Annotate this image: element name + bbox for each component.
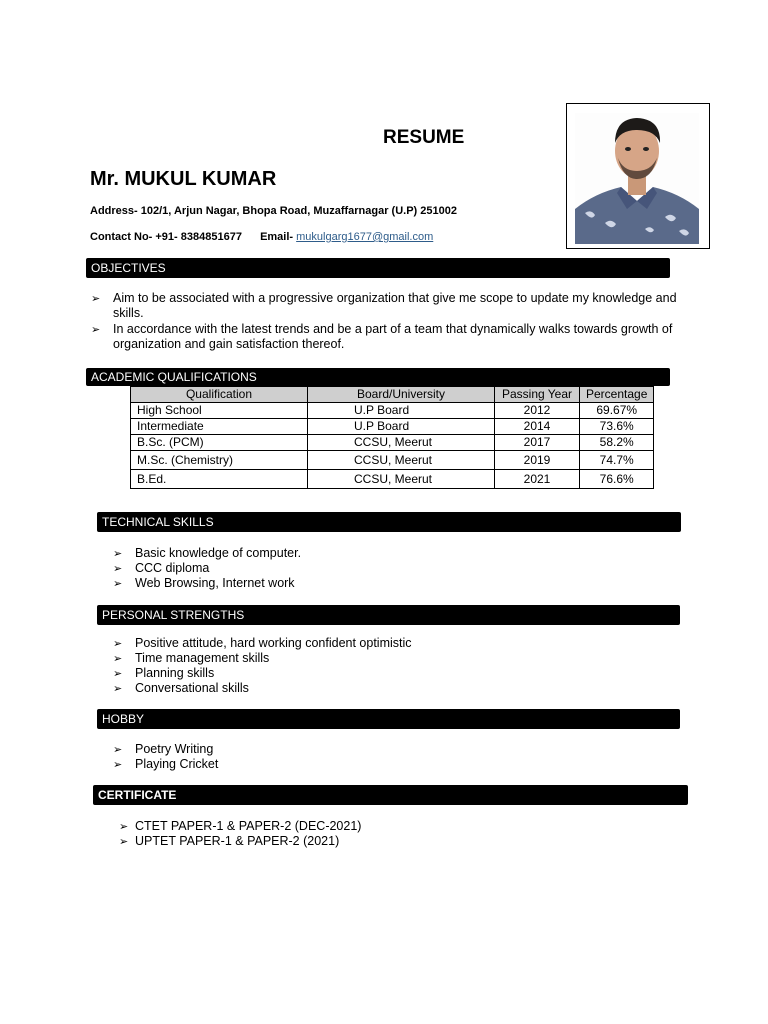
hobby-list [113,742,673,772]
qualifications-table [130,386,654,489]
table-cell: 2021 [495,470,580,489]
column-header: Percentage [580,387,654,403]
table-cell: CCSU, Meerut [308,451,495,470]
table-cell: B.Sc. (PCM) [131,435,308,451]
list-item: ➢ CTET PAPER-1 & PAPER-2 (DEC-2021) [119,819,679,834]
table-row [131,435,654,451]
table-cell: Intermediate [131,419,308,435]
list-item: ➢ Web Browsing, Internet work [113,576,673,591]
profile-photo [575,113,699,244]
technical-skills-list [113,546,673,591]
list-item: ➢ Poetry Writing [113,742,673,757]
objectives-heading: OBJECTIVES [86,258,670,278]
column-header: Board/University [308,387,495,403]
address-line: Address- 102/1, Arjun Nagar, Bhopa Road, Muzaffarnagar (U.P) 251002 [90,205,457,217]
table-header-row [131,387,654,403]
list-item: ➢ Positive attitude, hard working confident optimistic [113,636,673,651]
list-item: ➢ Aim to be associated with a progressive organization that give me scope to update my knowledge and skills. [91,291,681,321]
table-cell: CCSU, Meerut [308,470,495,489]
table-cell: 2017 [495,435,580,451]
certificate-heading: CERTIFICATE [93,785,688,805]
table-cell: 2019 [495,451,580,470]
table-cell: CCSU, Meerut [308,435,495,451]
table-cell: M.Sc. (Chemistry) [131,451,308,470]
email-link[interactable]: mukulgarg1677@gmail.com [296,231,434,243]
table-row [131,419,654,435]
table-cell: 74.7% [580,451,654,470]
list-item: ➢ CCC diploma [113,561,673,576]
column-header: Qualification [131,387,308,403]
personal-strengths-list [113,636,673,696]
list-item: ➢ Playing Cricket [113,757,673,772]
list-item: ➢ Conversational skills [113,681,673,696]
list-item: ➢ In accordance with the latest trends and be a part of a team that dynamically walks towards growth of organization and gain satisfaction thereof. [91,322,681,352]
table-cell: 69.67% [580,403,654,419]
certificate-list [119,819,679,849]
table-cell: U.P Board [308,419,495,435]
table-cell: U.P Board [308,403,495,419]
phone-label: Contact No- +91- 8384851677 [90,231,242,243]
academic-heading: ACADEMIC QUALIFICATIONS [86,368,670,386]
profile-photo-frame [566,103,710,249]
table-cell: B.Ed. [131,470,308,489]
table-cell: 2014 [495,419,580,435]
table-cell: 2012 [495,403,580,419]
resume-title: RESUME [383,127,465,148]
list-item: ➢ Time management skills [113,651,673,666]
table-cell: 58.2% [580,435,654,451]
table-cell: High School [131,403,308,419]
email-label: Email- [260,231,294,243]
list-item: ➢ Planning skills [113,666,673,681]
objectives-list [91,291,681,352]
personal-strengths-heading: PERSONAL STRENGTHS [97,605,680,625]
table-row [131,403,654,419]
table-row [131,451,654,470]
contact-line [90,231,433,243]
candidate-name: Mr. MUKUL KUMAR [90,168,277,190]
table-cell: 76.6% [580,470,654,489]
table-row [131,470,654,489]
list-item: ➢ UPTET PAPER-1 & PAPER-2 (2021) [119,834,679,849]
table-cell: 73.6% [580,419,654,435]
hobby-heading: HOBBY [97,709,680,729]
technical-skills-heading: TECHNICAL SKILLS [97,512,681,532]
list-item: ➢ Basic knowledge of computer. [113,546,673,561]
column-header: Passing Year [495,387,580,403]
